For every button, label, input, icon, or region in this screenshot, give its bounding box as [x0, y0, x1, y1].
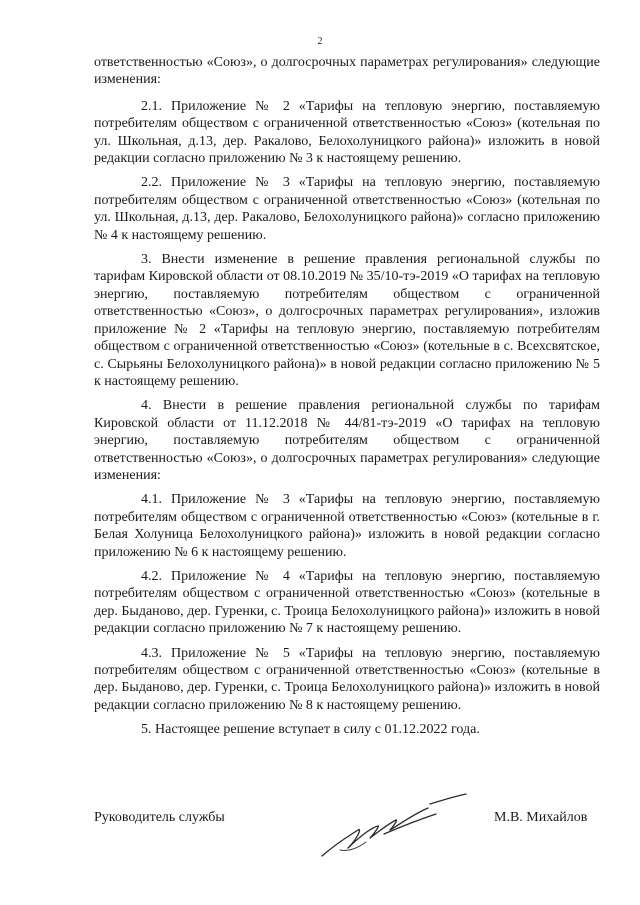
paragraph-4-2: 4.2. Приложение № 4 «Тарифы на тепловую энергию, поставляемую потребителям обществом с ограниченной ответственностью «Союз» (котельные в дер. Быданово, дер. Гуренки, с. Троица Белохолуницкого района)» изложить в новой редакции согласно приложению № 7 к настоящему решению.	[94, 568, 600, 637]
handwritten-signature	[318, 790, 468, 865]
paragraph-continuation: ответственностью «Союз», о долгосрочных параметрах регулирования» следующие изменения:	[94, 55, 600, 88]
page-number: 2	[317, 36, 323, 47]
paragraph-2-2: 2.2. Приложение № 3 «Тарифы на тепловую энергию, поставляемую потребителям обществом с ограниченной ответственностью «Союз» (котельная по ул. Школьная, д.13, дер. Ракалово, Белохолуницкого района)» согласно приложению № 4 к настоящему решению.	[94, 175, 600, 243]
position-title: Руководитель службы	[94, 810, 225, 825]
signer-name: М.В. Михайлов	[494, 810, 588, 825]
paragraph-4: 4. Внести в решение правления региональной службы по тарифам Кировской области от 11.12.2018 № 44/81-тэ-2019 «О тарифах на тепловую энергию, поставляемую потребителям обществом с ограниченной ответственностью «Союз», о долгосрочных параметрах регулирования» следующие изменения:	[94, 398, 600, 483]
paragraph-4-3: 4.3. Приложение № 5 «Тарифы на тепловую энергию, поставляемую потребителям обществом с ограниченной ответственностью «Союз» (котельные в дер. Быданово, дер. Гуренки, с. Троица Белохолуницкого района)» изложить в новой редакции согласно приложению № 8 к настоящему решению.	[94, 645, 600, 713]
paragraph-2-1: 2.1. Приложение № 2 «Тарифы на тепловую энергию, поставляемую потребителям обществом с ограниченной ответственностью «Союз» (котельная по ул. Школьная, д.13, дер. Ракалово, Белохолуницкого района)» изложить в новой редакции согласно приложению № 3 к настоящему решению.	[94, 98, 600, 167]
paragraph-3: 3. Внести изменение в решение правления региональной службы по тарифам Кировской области от 08.10.2019 № 35/10-тэ-2019 «О тарифах на тепловую энергию, поставляемую потребителям обществом с ограниченной ответственностью «Союз», о долгосрочных параметрах регулирования», изложив приложение № 2 «Тарифы на тепловую энергию, поставляемую потребителям обществом с ограниченной ответственностью «Союз» (котельные в с. Всехсвятское, с. Сырьяны Белохолуницкого района)» в новой редакции согласно приложению № 5 к настоящему решению.	[94, 252, 600, 389]
paragraph-4-1: 4.1. Приложение № 3 «Тарифы на тепловую энергию, поставляемую потребителям обществом с ограниченной ответственностью «Союз» (котельные в г. Белая Холуница Белохолуницкого района)» изложить в новой редакции согласно приложению № 6 к настоящему решению.	[94, 492, 600, 560]
document-body	[94, 54, 600, 746]
paragraph-5: 5. Настоящее решение вступает в силу с 01.12.2022 года.	[141, 722, 480, 738]
